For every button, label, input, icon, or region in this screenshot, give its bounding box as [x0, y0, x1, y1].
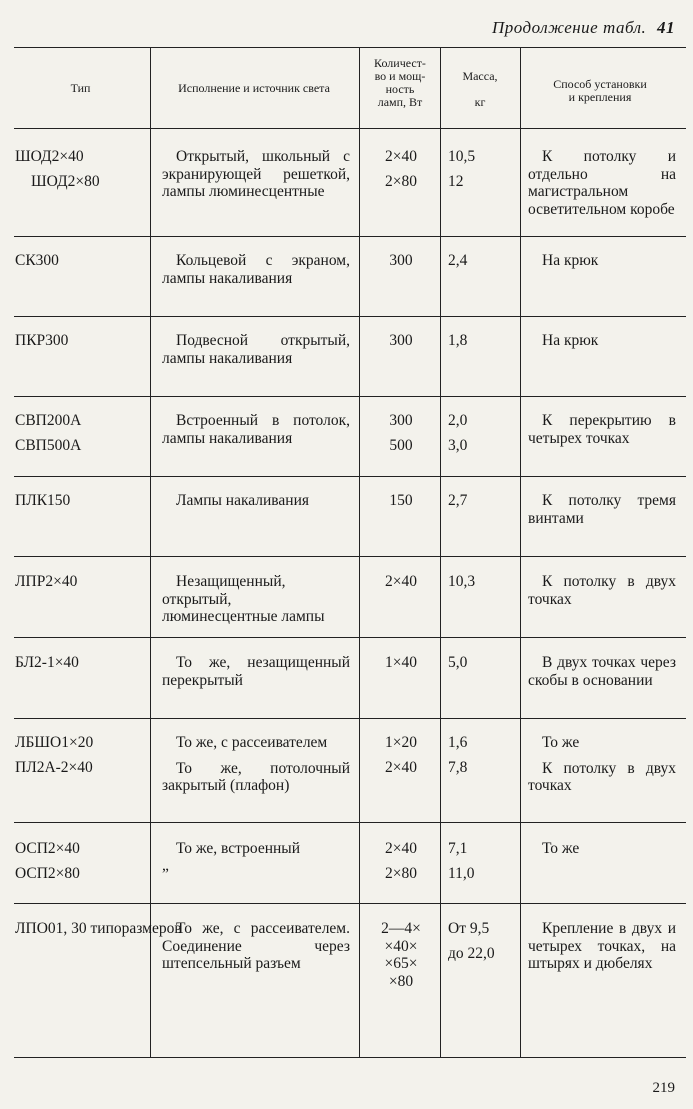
- mass-line: 10,3: [448, 573, 476, 590]
- quantity-line: ×40×: [384, 937, 418, 955]
- execution-line: То же, потолочный закрытый (плафон): [162, 759, 350, 794]
- column-header-mass: Масса, кг: [462, 69, 498, 109]
- cell-quantity: [366, 332, 436, 350]
- quantity-line: ×80: [388, 972, 414, 990]
- quantity-line: 500: [389, 436, 413, 454]
- cell-quantity: [366, 148, 436, 190]
- mass-line: 1,6: [448, 734, 468, 751]
- mass-line: 12: [448, 172, 464, 190]
- quantity-line: 2×40: [385, 148, 417, 165]
- execution-line: Подвесной открытый, лампы накаливания: [162, 332, 350, 367]
- cell-mass: [448, 252, 518, 270]
- cell-quantity: [366, 654, 436, 672]
- cell-type: [15, 492, 147, 510]
- mounting-line: В двух точках через скобы в основании: [528, 654, 676, 689]
- quantity-line: 2×80: [385, 864, 417, 882]
- cell-quantity: [366, 492, 436, 510]
- cell-mass: [448, 412, 518, 454]
- cell-quantity: [366, 412, 436, 454]
- cell-mounting: [528, 332, 676, 350]
- table-top-rule: [14, 47, 686, 48]
- mass-line: 7,1: [448, 840, 468, 857]
- mass-line: 7,8: [448, 758, 468, 776]
- cell-execution: [162, 920, 350, 973]
- quantity-line: 300: [389, 412, 413, 429]
- cell-mounting: [528, 252, 676, 270]
- cell-type: [15, 920, 182, 938]
- cell-execution: [162, 840, 350, 883]
- cell-type: [15, 148, 147, 190]
- execution-line: Встроенный в потолок, лампы накаливания: [162, 412, 350, 447]
- header-bottom-rule: [14, 128, 686, 129]
- cell-execution: [162, 148, 350, 201]
- cell-mass: [448, 573, 518, 591]
- type-line: СВП200А: [15, 412, 82, 429]
- quantity-line: 2—4×: [381, 920, 421, 937]
- execution-line: Кольцевой с экраном, лампы накаливания: [162, 252, 350, 287]
- quantity-line: ×65×: [384, 955, 418, 972]
- column-separator: [150, 47, 151, 1057]
- mass-line: 2,4: [448, 252, 468, 269]
- quantity-line: 1×20: [385, 734, 417, 751]
- cell-type: [15, 252, 147, 270]
- cell-mounting: [528, 412, 676, 447]
- execution-line: То же, с рассеивателем. Соединение через штепсельный разъем: [162, 920, 350, 972]
- row-separator: [14, 396, 686, 397]
- cell-mounting: [528, 573, 676, 608]
- mass-line: 2,0: [448, 412, 468, 429]
- quantity-line: 2×40: [385, 573, 417, 590]
- type-line: ЛБШО1×20: [15, 734, 94, 751]
- cell-type: [15, 332, 147, 350]
- cell-execution: [162, 332, 350, 367]
- quantity-line: 2×40: [385, 758, 417, 776]
- row-separator: [14, 822, 686, 823]
- execution-line: Открытый, школьный с экранирующей решеткой, лампы люминесцентные: [162, 148, 350, 200]
- type-line: СВП500А: [15, 436, 82, 454]
- mounting-line: К потолку в двух точках: [528, 573, 676, 608]
- row-separator: [14, 476, 686, 477]
- cell-mounting: [528, 654, 676, 689]
- mass-line: 5,0: [448, 654, 468, 671]
- cell-mass: [448, 148, 518, 190]
- column-header-type: Тип: [70, 81, 91, 95]
- cell-type: [15, 734, 147, 776]
- row-separator: [14, 316, 686, 317]
- type-line: ПКР300: [15, 332, 69, 349]
- table-bottom-rule: [14, 1057, 686, 1058]
- row-separator: [14, 903, 686, 904]
- column-separator: [359, 47, 360, 1057]
- quantity-line: 300: [389, 252, 413, 269]
- type-line: ШОД2×80: [31, 172, 100, 190]
- mounting-line: К перекрытию в четырех точках: [528, 412, 676, 447]
- mass-line: 10,5: [448, 148, 476, 165]
- mounting-line: На крюк: [542, 252, 599, 269]
- cell-quantity: [366, 734, 436, 776]
- cell-type: [15, 840, 147, 882]
- page-header: [492, 18, 675, 38]
- row-separator: [14, 236, 686, 237]
- cell-execution: [162, 573, 350, 626]
- type-line: ОСП2×80: [15, 864, 80, 882]
- mounting-line: То же: [542, 734, 580, 751]
- cell-quantity: [366, 573, 436, 591]
- cell-mounting: [528, 148, 676, 218]
- mass-line: От 9,5: [448, 920, 490, 937]
- mounting-line: То же: [542, 840, 580, 857]
- mounting-line: К потолку в двух точках: [528, 759, 676, 794]
- mounting-line: К потолку тремя винтами: [528, 492, 676, 527]
- page-number: 219: [652, 1080, 675, 1096]
- cell-mass: [448, 654, 518, 672]
- row-separator: [14, 718, 686, 719]
- cell-type: [15, 412, 147, 454]
- quantity-line: 2×80: [385, 172, 417, 190]
- row-separator: [14, 637, 686, 638]
- column-separator: [440, 47, 441, 1057]
- quantity-line: 300: [389, 332, 413, 349]
- cell-quantity: [366, 840, 436, 882]
- mass-line: 11,0: [448, 864, 475, 882]
- cell-mass: [448, 492, 518, 510]
- quantity-line: 1×40: [385, 654, 417, 671]
- row-separator: [14, 556, 686, 557]
- cell-execution: [162, 412, 350, 447]
- execution-line: Незащищенный, открытый, люминесцентные лампы: [162, 573, 325, 625]
- cell-mass: [448, 920, 518, 962]
- cell-mounting: [528, 492, 676, 527]
- execution-line: То же, встроенный: [176, 840, 300, 857]
- mass-line: до 22,0: [448, 944, 495, 962]
- cell-mass: [448, 840, 518, 882]
- mounting-line: На крюк: [542, 332, 599, 349]
- type-line: ПЛ2А-2×40: [15, 758, 93, 776]
- execution-line: То же, незащищенный перекрытый: [162, 654, 350, 689]
- quantity-line: 2×40: [385, 840, 417, 857]
- type-line: ШОД2×40: [15, 148, 84, 165]
- cell-quantity: [366, 252, 436, 270]
- cell-type: [15, 654, 147, 672]
- cell-execution: [162, 492, 350, 510]
- execution-line: Лампы накаливания: [176, 492, 310, 509]
- column-header-execution: Исполнение и источник света: [178, 81, 330, 95]
- cell-execution: [162, 734, 350, 795]
- cell-mounting: [528, 920, 676, 973]
- mass-line: 1,8: [448, 332, 468, 349]
- type-line: ЛПР2×40: [15, 573, 78, 590]
- cell-execution: [162, 654, 350, 689]
- continuation-label: Продолжение табл.: [491, 18, 647, 37]
- mass-line: 2,7: [448, 492, 468, 509]
- type-line: ОСП2×40: [15, 840, 80, 857]
- cell-execution: [162, 252, 350, 287]
- mounting-line: Крепление в двух и четырех точках, на штырях и дюбелях: [528, 920, 676, 972]
- column-header-quantity: Количест- во и мощ- ность ламп, Вт: [374, 56, 426, 109]
- type-line: ПЛК150: [15, 492, 71, 509]
- type-line: БЛ2-1×40: [15, 654, 79, 671]
- cell-quantity: [366, 920, 436, 990]
- cell-mounting: [528, 734, 676, 795]
- type-line: ЛПО01, 30 типоразмеров: [15, 920, 182, 937]
- mass-line: 3,0: [448, 436, 468, 454]
- column-header-mounting: Способ установки и крепления: [553, 77, 647, 104]
- mounting-line: К потолку и отдельно на магистральном осветительном коробе: [528, 148, 676, 218]
- type-line: СК300: [15, 252, 59, 269]
- cell-mounting: [528, 840, 676, 858]
- cell-type: [15, 573, 147, 591]
- quantity-line: 150: [389, 492, 413, 509]
- table-number: 41: [657, 18, 675, 37]
- cell-mass: [448, 734, 518, 776]
- cell-mass: [448, 332, 518, 350]
- column-separator: [520, 47, 521, 1057]
- execution-line: То же, с рассеивателем: [176, 734, 328, 751]
- execution-line: ”: [162, 865, 169, 883]
